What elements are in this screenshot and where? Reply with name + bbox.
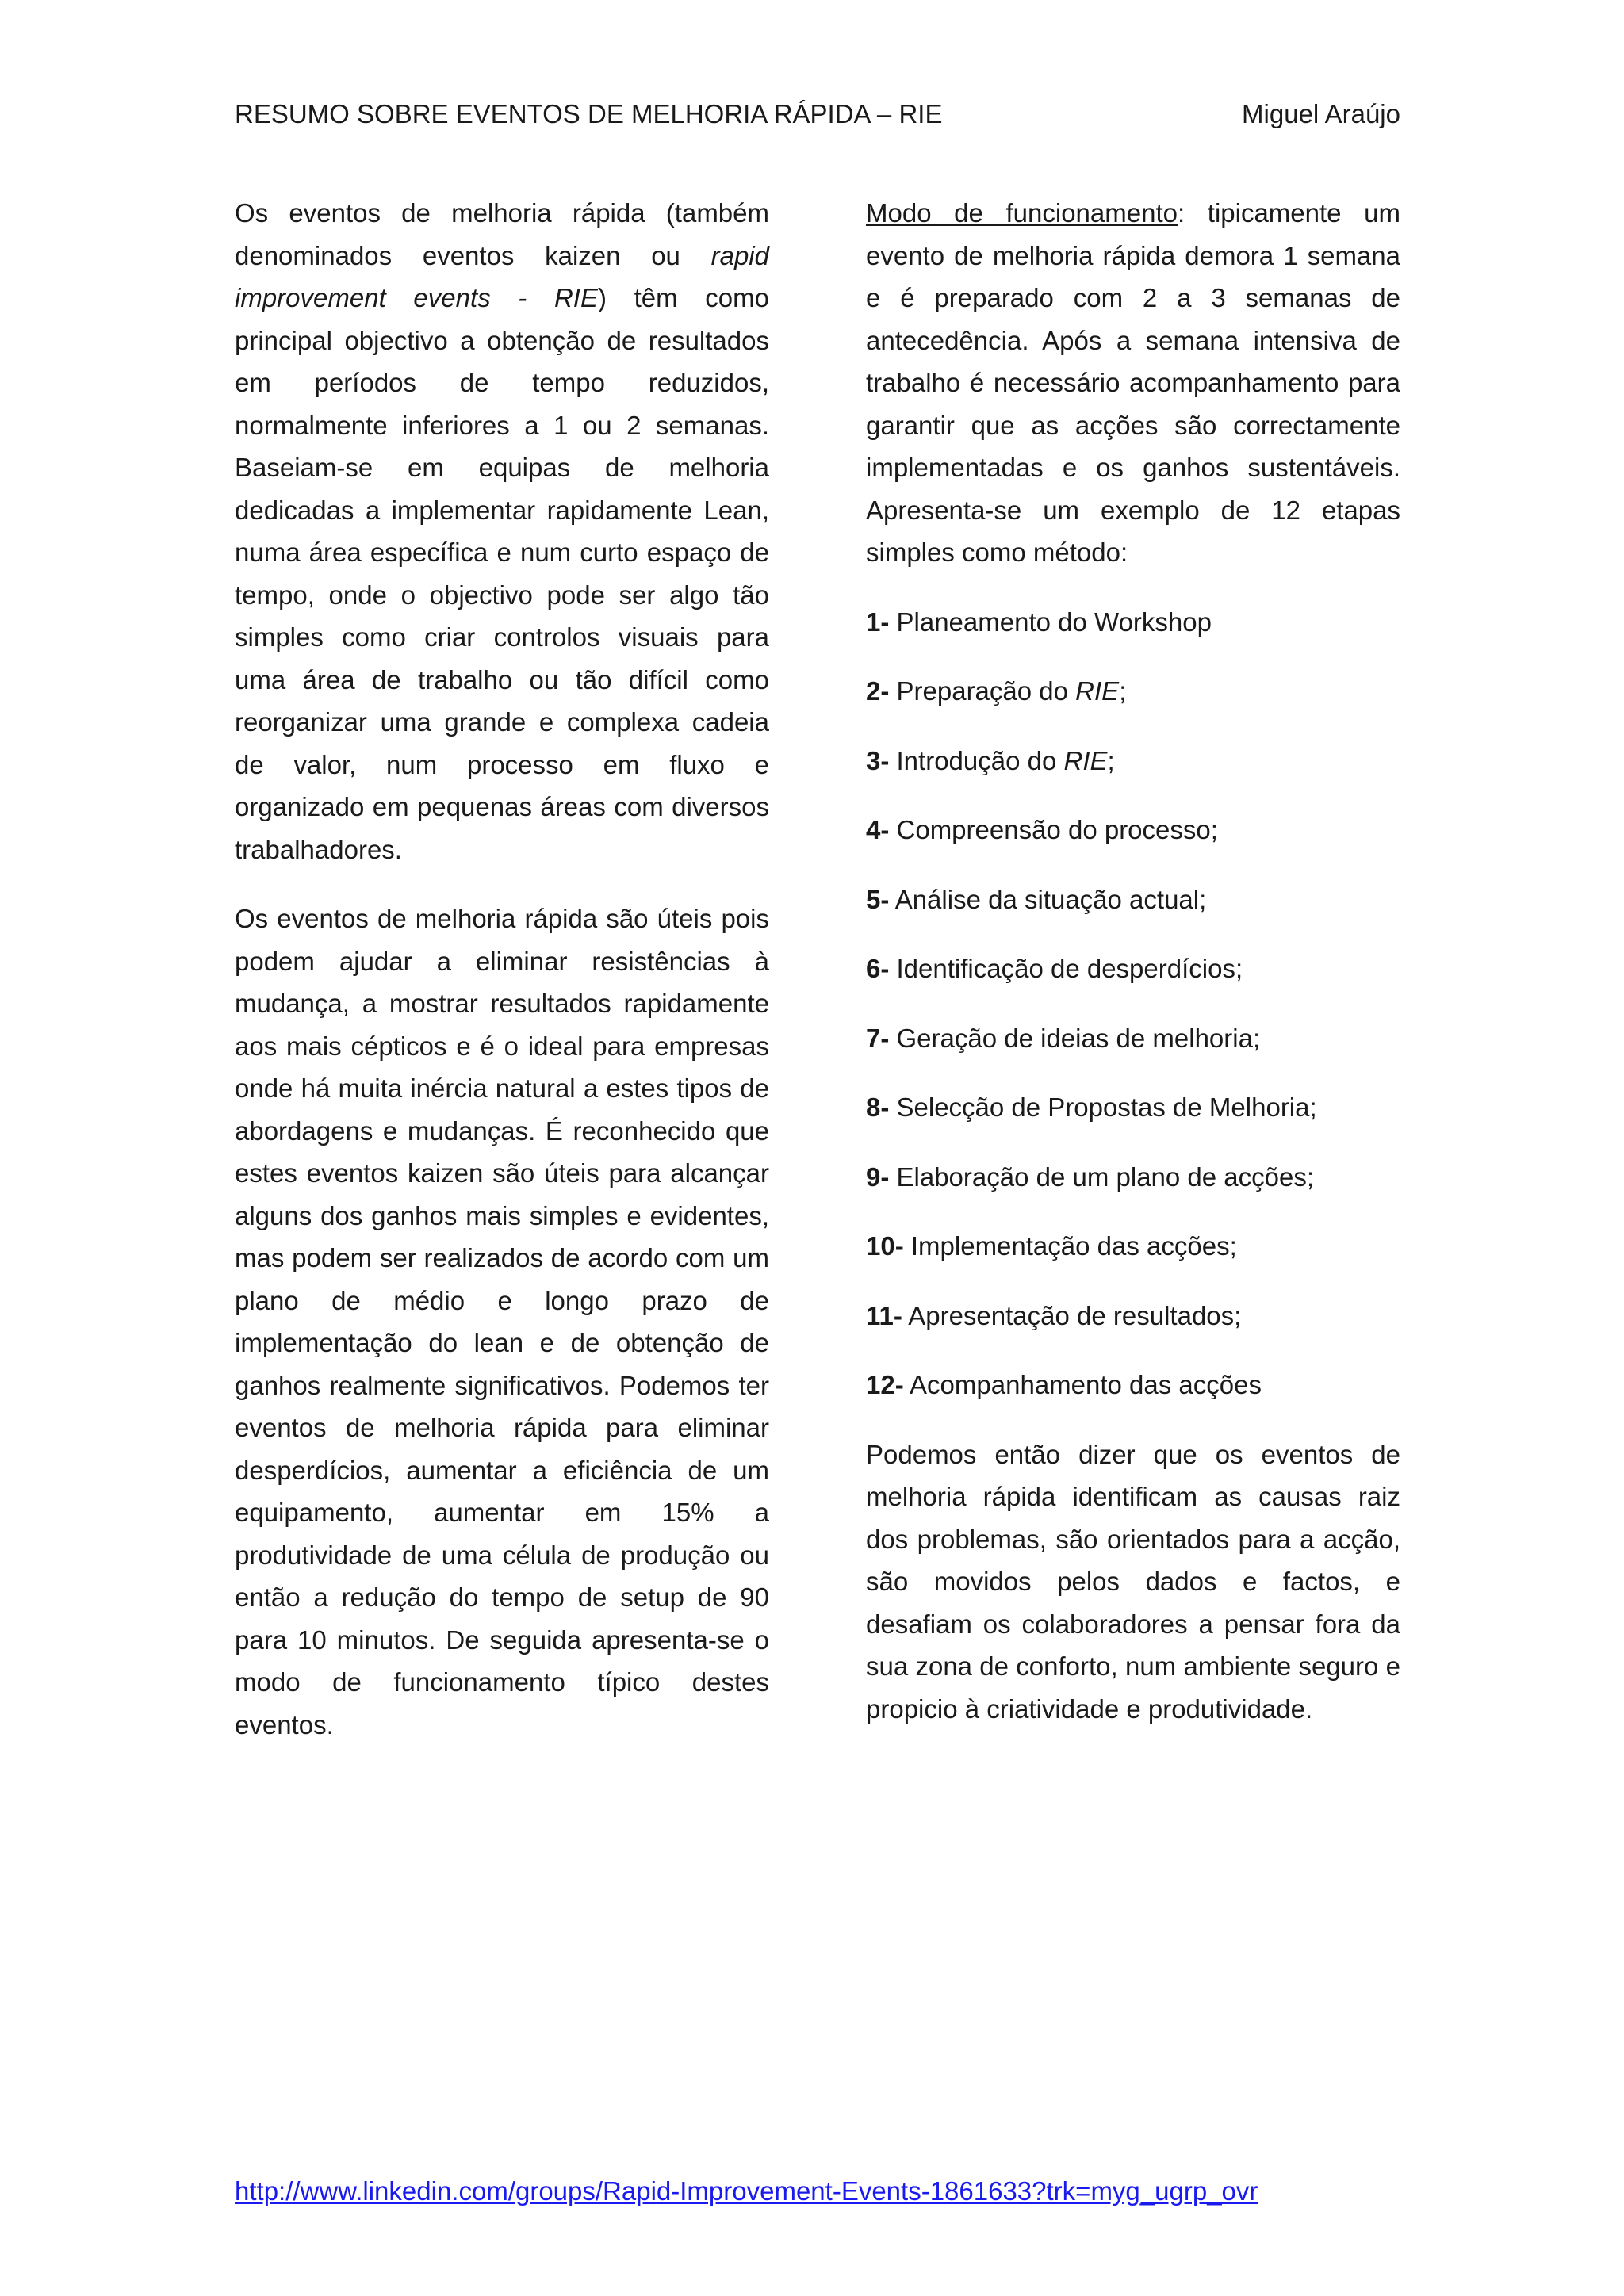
step-number: 6- [866, 954, 890, 983]
step-text: Introdução do [889, 745, 1064, 775]
conclusion-paragraph: Podemos então dizer que os eventos de melhoria rápida identificam as causas raiz dos problemas, são orientados para a acção, são movidos pelos dados e factos, e desafiam os colaboradores a pensar fora da sua zona de conforto, num ambiente seguro e propicio à criatividade e produtividade. [866, 1439, 1400, 1724]
step-item [866, 1295, 1400, 1337]
step-number: 11- [866, 1300, 902, 1330]
step-text: Selecção de Propostas de Melhoria; [889, 1093, 1317, 1122]
step-number: 1- [866, 607, 890, 637]
page-header [235, 97, 1400, 132]
step-item [866, 1364, 1400, 1406]
step-text: Acompanhamento das acções [903, 1370, 1262, 1399]
step-number: 12- [866, 1370, 904, 1399]
step-suffix: ; [1107, 745, 1115, 775]
step-italic: RIE [1075, 676, 1120, 706]
step-item [866, 1225, 1400, 1268]
step-number: 8- [866, 1093, 890, 1122]
intro-paragraph [235, 192, 769, 871]
footer-link[interactable]: http://www.linkedin.com/groups/Rapid-Improvement-Events-1861633?trk=myg_ugrp_ovr [235, 2176, 1258, 2206]
header-author: Miguel Araújo [1242, 99, 1400, 128]
step-text: Implementação das acções; [903, 1231, 1237, 1261]
step-item [866, 1017, 1400, 1060]
step-item [866, 809, 1400, 851]
step-text: Análise da situação actual; [889, 884, 1207, 914]
step-item [866, 947, 1400, 990]
step-number: 10- [866, 1231, 904, 1261]
step-number: 3- [866, 745, 890, 775]
step-suffix: ; [1119, 676, 1127, 706]
step-text: Compreensão do processo; [889, 815, 1218, 844]
step-item [866, 1156, 1400, 1199]
step-item [866, 1086, 1400, 1129]
step-item [866, 878, 1400, 921]
step-text: Apresentação de resultados; [902, 1300, 1242, 1330]
operation-text: : tipicamente um evento de melhoria rápida demora 1 semana e é preparado com 2 a 3 semanas de antecedência. Após a semana intensiva de trabalho é necessário acompanhamento para garantir que as acções são correctamente implementadas e os ganhos sustentáveis. Apresenta-se um exemplo de 12 etapas simples como método: [866, 198, 1400, 567]
intro-text-start: Os eventos de melhoria rápida (também denominados eventos kaizen ou [235, 198, 769, 270]
step-item [866, 601, 1400, 644]
step-text: Planeamento do Workshop [889, 607, 1212, 637]
step-text: Elaboração de um plano de acções; [889, 1161, 1315, 1192]
step-number: 2- [866, 676, 890, 706]
operation-paragraph [866, 192, 1400, 574]
step-number: 4- [866, 815, 890, 844]
right-column [866, 192, 1400, 1757]
step-number: 9- [866, 1161, 890, 1192]
left-column [235, 192, 769, 1773]
step-text: Identificação de desperdícios; [889, 954, 1243, 983]
step-item [866, 740, 1400, 783]
step-text: Preparação do [889, 676, 1076, 706]
intro-term-italic: rapid improvement events - RIE [235, 240, 769, 312]
operation-label: Modo de funcionamento [866, 198, 1178, 228]
step-number: 5- [866, 884, 890, 914]
intro-text-end: ) têm como principal objectivo a obtenção de resultados em períodos de tempo reduzidos, normalmente inferiores a 1 ou 2 semanas. Baseiam-se em equipas de melhoria dedicadas a implementar rapidamente Lean, numa área específica e num curto espaço de tempo, onde o objectivo pode ser algo tão simples como criar controlos visuais para uma área de trabalho ou tão difícil como reorganizar uma grande e complexa cadeia de valor, num processo em fluxo e organizado em pequenas áreas com diversos trabalhadores. [235, 283, 769, 864]
step-item [866, 670, 1400, 713]
step-italic: RIE [1063, 745, 1108, 775]
usefulness-paragraph: Os eventos de melhoria rápida são úteis pois podem ajudar a eliminar resistências à mudança, a mostrar resultados rapidamente aos mais cépticos e é o ideal para empresas onde há muita inércia natural a estes tipos de abordagens e mudanças. É reconhecido que estes eventos kaizen são úteis para alcançar alguns dos ganhos mais simples e evidentes, mas podem ser realizados de acordo com um plano de médio e longo prazo de implementação do lean e de obtenção de ganhos realmente significativos. Podemos ter eventos de melhoria rápida para eliminar desperdícios, aumentar a eficiência de um equipamento, aumentar em 15% a produtividade de uma célula de produção ou então a redução do tempo de setup de 90 para 10 minutos. De seguida apresenta-se o modo de funcionamento típico destes eventos. [235, 904, 769, 1739]
step-number: 7- [866, 1023, 890, 1053]
header-title: RESUMO SOBRE EVENTOS DE MELHORIA RÁPIDA – RIE [235, 99, 943, 128]
step-text: Geração de ideias de melhoria; [889, 1023, 1261, 1053]
